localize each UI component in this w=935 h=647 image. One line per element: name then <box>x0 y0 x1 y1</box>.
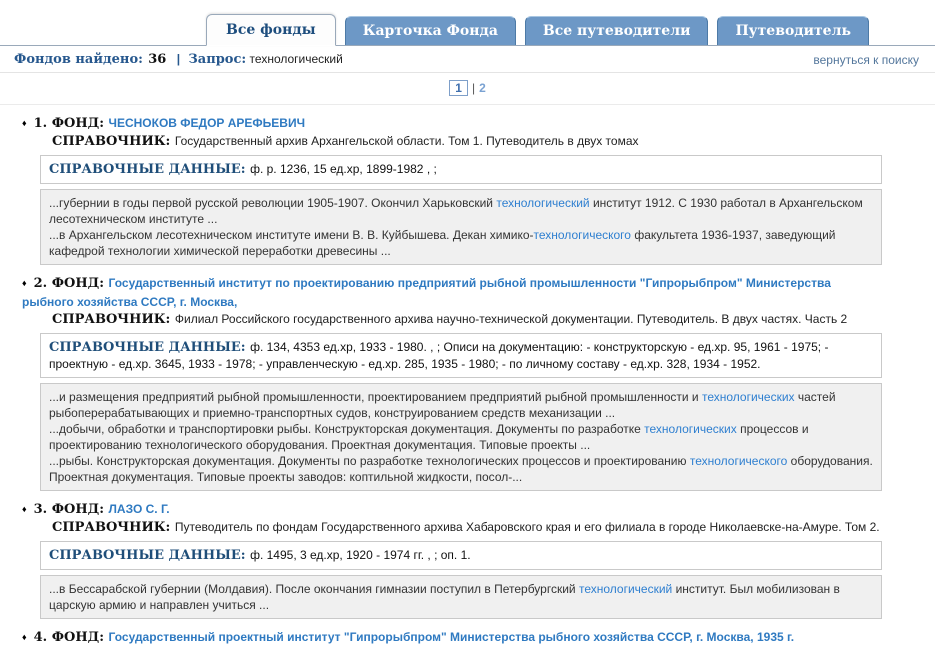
tab-all-guides[interactable]: Все путеводители <box>525 16 709 45</box>
excerpt-segment: ...губернии в годы первой русской революции 1905-1907. Окончил Харьковский <box>49 196 497 210</box>
reference-data-value: ф. 1495, 3 ед.хр, 1920 - 1974 гг. , ; оп. 1. <box>250 548 471 562</box>
guide-line <box>22 311 882 328</box>
reference-data-label: СПРАВОЧНЫЕ ДАННЫЕ: <box>49 162 251 177</box>
guide-value: Путеводитель по фондам Государственного архива Хабаровского края и его филиала в городе Николаевске-на-Амуре. Том 2. <box>174 520 880 534</box>
query-highlight: технологический <box>578 582 673 596</box>
excerpt-text <box>49 581 873 613</box>
pagination <box>0 73 935 105</box>
reference-data-box <box>40 333 882 378</box>
result-title-line <box>22 274 882 311</box>
excerpt-box <box>40 383 882 491</box>
fund-title-link[interactable]: ЛАЗО С. Г. <box>108 502 170 516</box>
query-label: Запрос: <box>188 52 247 67</box>
tab-all-funds[interactable]: Все фонды <box>206 14 336 46</box>
result-item <box>22 114 882 265</box>
guide-label: СПРАВОЧНИК: <box>52 520 175 535</box>
excerpt-segment: факультета 1936-1937, заведующий кафедрой технологии химической переработки древесины ... <box>49 228 836 258</box>
found-count: 36 <box>148 52 167 67</box>
result-item <box>22 628 882 647</box>
guide-label: СПРАВОЧНИК: <box>52 134 175 149</box>
result-item <box>22 274 882 491</box>
pagination-page-1[interactable]: 1 <box>449 80 468 96</box>
excerpt-segment: институт 1912. С 1930 работал в Архангельском лесотехническом институте ... <box>49 196 863 226</box>
bullet-icon: ♦ <box>22 278 27 288</box>
guide-value: Филиал Российского государственного архива научно-технической документации. Путеводитель. В двух частях. Часть 2 <box>174 312 848 326</box>
pagination-page-2[interactable]: 2 <box>479 81 486 95</box>
excerpt-text <box>49 195 873 227</box>
found-label: Фондов найдено: <box>14 52 143 67</box>
query-highlight: технологического <box>689 454 788 468</box>
fund-title-link[interactable]: ЧЕСНОКОВ ФЕДОР АРЕФЬЕВИЧ <box>108 116 306 130</box>
excerpt-segment: ...и размещения предприятий рыбной промышленности, проектированием предприятий рыбной промышленности и <box>49 390 702 404</box>
pagination-separator: | <box>471 81 476 95</box>
excerpt-text <box>49 453 873 485</box>
result-number-and-fund-label: 3. ФОНД: <box>33 502 109 517</box>
bullet-icon: ♦ <box>22 504 27 514</box>
excerpt-segment: ...в Бессарабской губернии (Молдавия). После окончания гимназии поступил в Петербургский <box>49 582 579 596</box>
bullet-icon: ♦ <box>22 632 27 642</box>
result-number-and-fund-label: 1. ФОНД: <box>33 116 109 131</box>
results-list <box>0 105 935 647</box>
excerpt-text <box>49 389 873 421</box>
excerpt-segment: оборудования. Проектная документация. Типовые проекты заводов: коптильной жидкости, посол-... <box>49 454 873 484</box>
excerpt-segment: институт. Был мобилизован в царскую армию и направлен учиться ... <box>49 582 840 612</box>
guide-line <box>22 133 882 150</box>
reference-data-box <box>40 155 882 184</box>
excerpt-segment: процессов и проектированию технологического оборудования. Проектная документация. Типовые проекты ... <box>49 422 809 452</box>
query-highlight: технологических <box>644 422 737 436</box>
query-highlight: технологического <box>533 228 631 242</box>
excerpt-segment: частей рыбоперерабатывающих и приемно-транспортных судов, конструированием средств механизации ... <box>49 390 836 420</box>
reference-data-label: СПРАВОЧНЫЕ ДАННЫЕ: <box>49 340 251 355</box>
fund-title-link[interactable]: Государственный институт по проектированию предприятий рыбной промышленности "Гипрорыбпром" Министерства рыбного хозяйства СССР, г. Москва, <box>22 276 831 309</box>
header-row <box>0 46 935 73</box>
fund-title-link[interactable]: Государственный проектный институт "Гипрорыбпром" Министерства рыбного хозяйства СССР, г. Москва, 1935 г. <box>108 630 795 644</box>
excerpt-text <box>49 227 873 259</box>
excerpt-box <box>40 189 882 265</box>
header-separator: | <box>176 52 181 66</box>
tab-fund-card[interactable]: Карточка Фонда <box>345 16 516 45</box>
query-highlight: технологический <box>496 196 590 210</box>
excerpt-segment: ...рыбы. Конструкторская документация. Документы по разработке технологических процессов и проектированию <box>49 454 690 468</box>
result-item <box>22 500 882 619</box>
results-summary <box>14 52 343 67</box>
excerpt-box <box>40 575 882 619</box>
tab-guide[interactable]: Путеводитель <box>717 16 869 45</box>
back-to-search-link[interactable]: вернуться к поиску <box>813 52 919 67</box>
tab-bar <box>0 0 935 46</box>
query-highlight: технологических <box>701 390 795 404</box>
result-title-line <box>22 500 882 519</box>
result-title-line <box>22 114 882 133</box>
guide-value: Государственный архив Архангельской области. Том 1. Путеводитель в двух томах <box>174 134 639 148</box>
reference-data-box <box>40 541 882 570</box>
excerpt-text <box>49 421 873 453</box>
result-number-and-fund-label: 4. ФОНД: <box>33 630 109 645</box>
result-title-line <box>22 628 882 647</box>
reference-data-value: ф. р. 1236, 15 ед.хр, 1899-1982 , ; <box>250 162 437 176</box>
excerpt-segment: ...в Архангельском лесотехническом институте имени В. В. Куйбышева. Декан химико- <box>49 228 534 242</box>
guide-line <box>22 519 882 536</box>
excerpt-segment: ...добычи, обработки и транспортировки рыбы. Конструкторская документация. Документы по разработке <box>49 422 645 436</box>
reference-data-label: СПРАВОЧНЫЕ ДАННЫЕ: <box>49 548 251 563</box>
guide-label: СПРАВОЧНИК: <box>52 312 175 327</box>
result-number-and-fund-label: 2. ФОНД: <box>33 276 109 291</box>
query-value: технологический <box>249 52 343 66</box>
bullet-icon: ♦ <box>22 118 27 128</box>
reference-data-value: ф. 134, 4353 ед.хр, 1933 - 1980. , ; Описи на документацию: - конструкторскую - ед.хр. 95, 1961 - 1975; - проектную - ед.хр. 3645, 1933 - 1978; - управленческую - ед.хр. 285, 1935 - 1980; - по личному составу - ед.хр. 328, 1934 - 1952. <box>49 340 829 371</box>
